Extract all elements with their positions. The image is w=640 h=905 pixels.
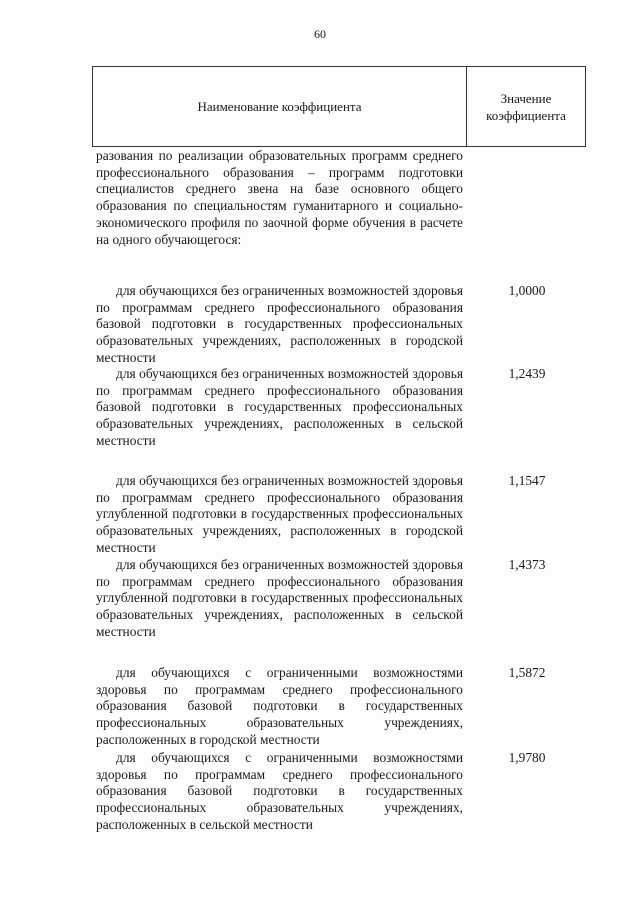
row-value: 1,5872 — [508, 665, 546, 680]
row-value: 1,0000 — [508, 283, 546, 298]
row-description: для обучающихся без ограниченных возможностей здоровья по программам среднего профессионального образования углубленной подготовки в государственных профессиональных образовательных учреждениях, расположенных в городской местности — [96, 473, 463, 555]
row-description: для обучающихся с ограниченными возможностями здоровья по программам среднего профессионального образования базовой подготовки в государственных профессиональных образовательных учреждениях, расположенных в сельской местности — [96, 750, 463, 832]
row-description: для обучающихся без ограниченных возможностей здоровья по программам среднего профессионального образования базовой подготовки в государственных профессиональных образовательных учреждениях, расположенных в сельской местности — [96, 366, 463, 448]
row-value: 1,2439 — [508, 366, 546, 381]
header-name-column: Наименование коэффициента — [93, 67, 467, 146]
header-value-column: Значение коэффициента — [486, 90, 566, 123]
row-description: для обучающихся без ограниченных возможностей здоровья по программам среднего профессионального образования базовой подготовки в государственных профессиональных образовательных учреждениях, расположенных в городской местности — [96, 283, 463, 365]
row-value: 1,4373 — [508, 557, 546, 572]
row-value: 1,1547 — [508, 473, 546, 488]
row-description: для обучающихся без ограниченных возможностей здоровья по программам среднего профессионального образования углубленной подготовки в государственных профессиональных образовательных учреждениях, расположенных в сельской местности — [96, 557, 463, 639]
intro-paragraph: разования по реализации образовательных программ среднего профессионального образования – программ подготовки специалистов среднего звена на базе основного общего образования по специальностям гуманитарного и социально-экономического профиля по заочной форме обучения в расчете на одного обучающегося: — [96, 148, 463, 247]
row-description: для обучающихся с ограниченными возможностями здоровья по программам среднего профессионального образования базовой подготовки в государственных профессиональных образовательных учреждениях, расположенных в городской местности — [96, 665, 463, 747]
row-value: 1,9780 — [508, 750, 546, 765]
table-header — [92, 66, 586, 147]
page-number: 60 — [314, 27, 326, 41]
